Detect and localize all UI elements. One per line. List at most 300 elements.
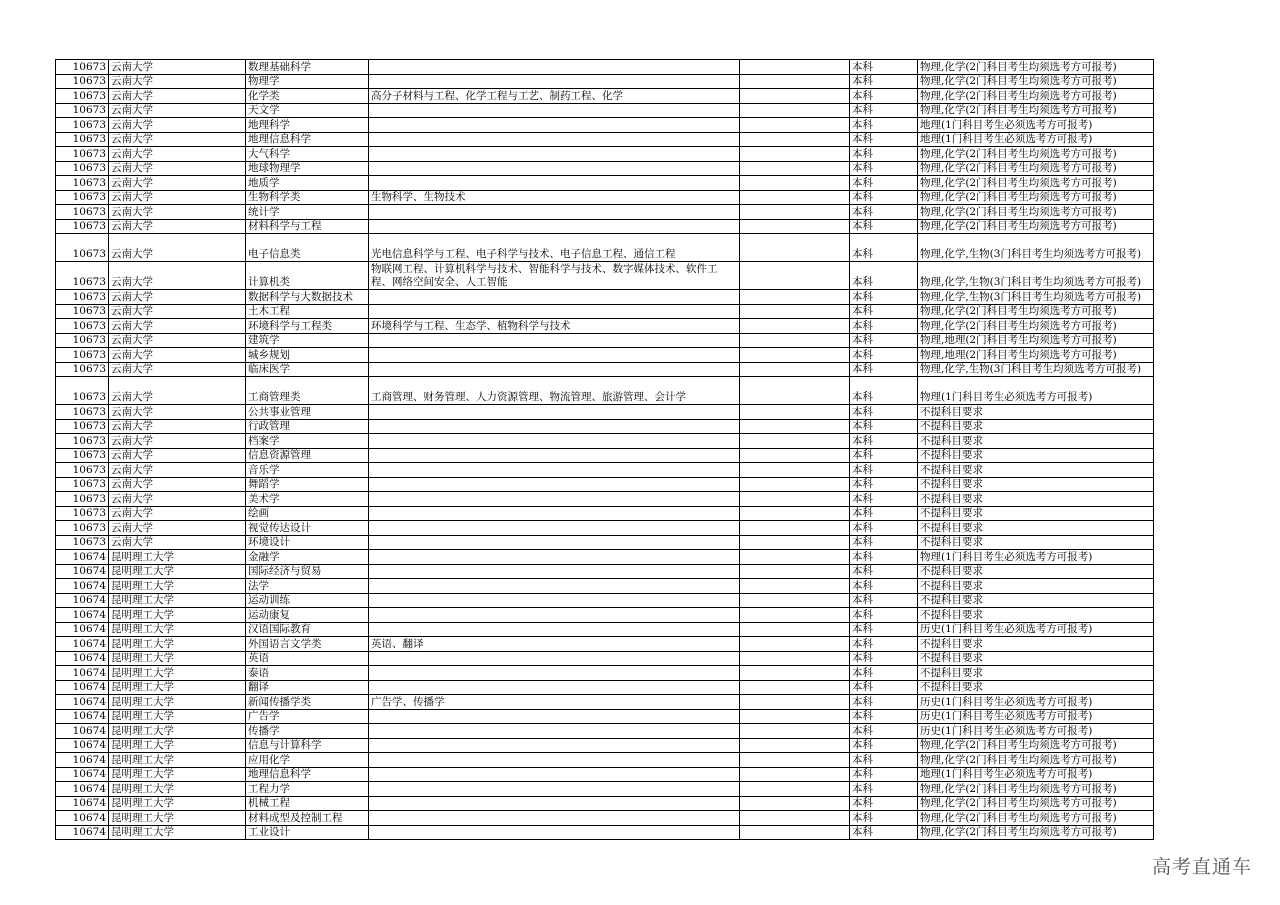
subject-requirement-cell: 不提科目要求 [918, 448, 1154, 463]
included-majors-cell [369, 564, 740, 579]
level-cell: 本科 [850, 132, 918, 147]
table-row [56, 434, 1154, 449]
blank-cell [740, 535, 850, 550]
subject-requirement-cell: 物理,化学(2门科目考生均须选考方可报考) [918, 74, 1154, 89]
table-row [56, 825, 1154, 840]
major-name-cell: 工商管理类 [246, 377, 369, 405]
included-majors-cell [369, 796, 740, 811]
level-cell: 本科 [850, 608, 918, 623]
table-row [56, 477, 1154, 492]
table-row [56, 118, 1154, 133]
major-name-cell: 城乡规划 [246, 348, 369, 363]
blank-cell [740, 637, 850, 652]
school-code-cell: 10673 [56, 118, 109, 133]
included-majors-cell [369, 492, 740, 507]
subject-requirement-cell: 物理,化学(2门科目考生均须选考方可报考) [918, 319, 1154, 334]
included-majors-cell [369, 782, 740, 797]
subject-requirement-cell: 物理(1门科目考生必须选考方可报考) [918, 550, 1154, 565]
school-code-cell: 10673 [56, 60, 109, 75]
subject-requirement-cell: 物理,化学(2门科目考生均须选考方可报考) [918, 782, 1154, 797]
blank-cell [740, 564, 850, 579]
major-name-cell: 运动康复 [246, 608, 369, 623]
table-row [56, 796, 1154, 811]
blank-cell [740, 579, 850, 594]
table-row [56, 176, 1154, 191]
subject-requirement-cell: 物理,化学(2门科目考生均须选考方可报考) [918, 103, 1154, 118]
table-row [56, 377, 1154, 405]
major-name-cell: 化学类 [246, 89, 369, 104]
level-cell: 本科 [850, 738, 918, 753]
included-majors-cell [369, 405, 740, 420]
school-name-cell: 昆明理工大学 [109, 622, 246, 637]
school-name-cell: 昆明理工大学 [109, 767, 246, 782]
major-name-cell: 泰语 [246, 666, 369, 681]
school-name-cell: 云南大学 [109, 319, 246, 334]
level-cell: 本科 [850, 477, 918, 492]
level-cell: 本科 [850, 304, 918, 319]
school-code-cell: 10674 [56, 753, 109, 768]
included-majors-cell [369, 118, 740, 133]
school-name-cell: 云南大学 [109, 463, 246, 478]
school-name-cell: 云南大学 [109, 434, 246, 449]
subject-requirement-cell: 不提科目要求 [918, 564, 1154, 579]
major-name-cell: 大气科学 [246, 147, 369, 162]
table-row [56, 550, 1154, 565]
blank-cell [740, 463, 850, 478]
major-name-cell: 行政管理 [246, 419, 369, 434]
included-majors-cell [369, 448, 740, 463]
major-name-cell: 建筑学 [246, 333, 369, 348]
major-name-cell: 材料科学与工程 [246, 219, 369, 234]
school-code-cell: 10674 [56, 593, 109, 608]
level-cell: 本科 [850, 564, 918, 579]
subject-requirement-cell: 不提科目要求 [918, 463, 1154, 478]
table-row [56, 290, 1154, 305]
subject-requirement-cell: 物理,化学(2门科目考生均须选考方可报考) [918, 60, 1154, 75]
school-code-cell: 10673 [56, 205, 109, 220]
table-row [56, 492, 1154, 507]
included-majors-cell [369, 651, 740, 666]
school-name-cell: 昆明理工大学 [109, 796, 246, 811]
school-code-cell: 10673 [56, 506, 109, 521]
school-name-cell: 昆明理工大学 [109, 666, 246, 681]
level-cell: 本科 [850, 506, 918, 521]
blank-cell [740, 362, 850, 377]
school-name-cell: 昆明理工大学 [109, 593, 246, 608]
major-name-cell: 地质学 [246, 176, 369, 191]
school-name-cell: 云南大学 [109, 448, 246, 463]
school-name-cell: 云南大学 [109, 362, 246, 377]
level-cell: 本科 [850, 348, 918, 363]
level-cell: 本科 [850, 535, 918, 550]
subject-requirement-cell: 物理,化学(2门科目考生均须选考方可报考) [918, 89, 1154, 104]
watermark: 高考直通车 [1151, 856, 1252, 878]
blank-cell [740, 234, 850, 262]
included-majors-cell [369, 463, 740, 478]
major-name-cell: 音乐学 [246, 463, 369, 478]
school-code-cell: 10673 [56, 147, 109, 162]
included-majors-cell [369, 535, 740, 550]
included-majors-cell [369, 506, 740, 521]
level-cell: 本科 [850, 405, 918, 420]
included-majors-cell: 英语、翻译 [369, 637, 740, 652]
blank-cell [740, 262, 850, 290]
level-cell: 本科 [850, 579, 918, 594]
table-row [56, 319, 1154, 334]
level-cell: 本科 [850, 147, 918, 162]
included-majors-cell [369, 304, 740, 319]
blank-cell [740, 348, 850, 363]
included-majors-cell [369, 767, 740, 782]
school-name-cell: 云南大学 [109, 521, 246, 536]
blank-cell [740, 118, 850, 133]
blank-cell [740, 811, 850, 826]
subject-requirement-cell: 不提科目要求 [918, 593, 1154, 608]
table-row [56, 405, 1154, 420]
included-majors-cell [369, 753, 740, 768]
school-name-cell: 云南大学 [109, 219, 246, 234]
major-name-cell: 工程力学 [246, 782, 369, 797]
major-name-cell: 英语 [246, 651, 369, 666]
major-name-cell: 舞蹈学 [246, 477, 369, 492]
subject-requirement-cell: 物理,化学(2门科目考生均须选考方可报考) [918, 811, 1154, 826]
major-name-cell: 汉语国际教育 [246, 622, 369, 637]
table-row [56, 506, 1154, 521]
blank-cell [740, 304, 850, 319]
included-majors-cell [369, 333, 740, 348]
blank-cell [740, 622, 850, 637]
level-cell: 本科 [850, 234, 918, 262]
major-name-cell: 数理基础科学 [246, 60, 369, 75]
level-cell: 本科 [850, 521, 918, 536]
included-majors-cell [369, 219, 740, 234]
school-code-cell: 10674 [56, 782, 109, 797]
school-code-cell: 10673 [56, 535, 109, 550]
subject-requirement-cell: 物理,地理(2门科目考生均须选考方可报考) [918, 333, 1154, 348]
school-name-cell: 云南大学 [109, 205, 246, 220]
subject-requirement-cell: 不提科目要求 [918, 434, 1154, 449]
level-cell: 本科 [850, 651, 918, 666]
table-row [56, 362, 1154, 377]
major-name-cell: 公共事业管理 [246, 405, 369, 420]
table-row [56, 190, 1154, 205]
school-name-cell: 云南大学 [109, 377, 246, 405]
level-cell: 本科 [850, 782, 918, 797]
included-majors-cell [369, 738, 740, 753]
blank-cell [740, 147, 850, 162]
subject-requirement-cell: 地理(1门科目考生必须选考方可报考) [918, 767, 1154, 782]
major-name-cell: 环境设计 [246, 535, 369, 550]
table-row [56, 709, 1154, 724]
school-code-cell: 10673 [56, 234, 109, 262]
table-row [56, 147, 1154, 162]
subject-requirement-cell: 物理,化学(2门科目考生均须选考方可报考) [918, 738, 1154, 753]
school-name-cell: 云南大学 [109, 74, 246, 89]
major-name-cell: 运动训练 [246, 593, 369, 608]
school-name-cell: 云南大学 [109, 506, 246, 521]
table-row [56, 348, 1154, 363]
school-name-cell: 昆明理工大学 [109, 753, 246, 768]
subject-requirement-cell: 不提科目要求 [918, 637, 1154, 652]
subject-requirement-cell: 物理(1门科目考生必须选考方可报考) [918, 377, 1154, 405]
subject-requirement-cell: 不提科目要求 [918, 666, 1154, 681]
major-name-cell: 临床医学 [246, 362, 369, 377]
blank-cell [740, 608, 850, 623]
blank-cell [740, 377, 850, 405]
major-name-cell: 材料成型及控制工程 [246, 811, 369, 826]
included-majors-cell [369, 709, 740, 724]
school-name-cell: 云南大学 [109, 89, 246, 104]
subject-requirement-cell: 历史(1门科目考生必须选考方可报考) [918, 622, 1154, 637]
included-majors-cell [369, 579, 740, 594]
school-code-cell: 10674 [56, 796, 109, 811]
major-name-cell: 国际经济与贸易 [246, 564, 369, 579]
school-name-cell: 云南大学 [109, 132, 246, 147]
table-row [56, 89, 1154, 104]
subject-requirement-cell: 物理,化学(2门科目考生均须选考方可报考) [918, 176, 1154, 191]
table-row [56, 463, 1154, 478]
table-row [56, 535, 1154, 550]
blank-cell [740, 319, 850, 334]
major-name-cell: 金融学 [246, 550, 369, 565]
blank-cell [740, 74, 850, 89]
included-majors-cell: 高分子材料与工程、化学工程与工艺、制药工程、化学 [369, 89, 740, 104]
school-code-cell: 10673 [56, 405, 109, 420]
included-majors-cell: 生物科学、生物技术 [369, 190, 740, 205]
school-code-cell: 10673 [56, 463, 109, 478]
table-row [56, 811, 1154, 826]
school-name-cell: 云南大学 [109, 161, 246, 176]
level-cell: 本科 [850, 492, 918, 507]
table-row [56, 304, 1154, 319]
major-name-cell: 物理学 [246, 74, 369, 89]
major-name-cell: 统计学 [246, 205, 369, 220]
level-cell: 本科 [850, 219, 918, 234]
school-name-cell: 昆明理工大学 [109, 550, 246, 565]
level-cell: 本科 [850, 419, 918, 434]
level-cell: 本科 [850, 825, 918, 840]
school-code-cell: 10673 [56, 434, 109, 449]
level-cell: 本科 [850, 724, 918, 739]
major-name-cell: 天文学 [246, 103, 369, 118]
major-name-cell: 电子信息类 [246, 234, 369, 262]
subject-requirement-cell: 物理,化学,生物(3门科目考生均须选考方可报考) [918, 362, 1154, 377]
subject-requirement-cell: 物理,化学(2门科目考生均须选考方可报考) [918, 825, 1154, 840]
school-code-cell: 10673 [56, 419, 109, 434]
school-code-cell: 10674 [56, 825, 109, 840]
table-row [56, 74, 1154, 89]
school-code-cell: 10674 [56, 637, 109, 652]
included-majors-cell: 物联网工程、计算机科学与技术、智能科学与技术、数字媒体技术、软件工程、网络空间安全、人工智能 [369, 262, 740, 290]
level-cell: 本科 [850, 319, 918, 334]
subject-requirement-cell: 历史(1门科目考生必须选考方可报考) [918, 695, 1154, 710]
blank-cell [740, 782, 850, 797]
major-name-cell: 地理信息科学 [246, 767, 369, 782]
level-cell: 本科 [850, 161, 918, 176]
major-name-cell: 视觉传达设计 [246, 521, 369, 536]
school-code-cell: 10673 [56, 290, 109, 305]
school-code-cell: 10674 [56, 738, 109, 753]
school-name-cell: 云南大学 [109, 477, 246, 492]
major-name-cell: 绘画 [246, 506, 369, 521]
table-row [56, 637, 1154, 652]
subject-requirement-cell: 物理,化学,生物(3门科目考生均须选考方可报考) [918, 262, 1154, 290]
table-row [56, 651, 1154, 666]
blank-cell [740, 333, 850, 348]
school-code-cell: 10674 [56, 695, 109, 710]
subject-requirement-cell: 不提科目要求 [918, 405, 1154, 420]
level-cell: 本科 [850, 753, 918, 768]
included-majors-cell: 光电信息科学与工程、电子科学与技术、电子信息工程、通信工程 [369, 234, 740, 262]
included-majors-cell [369, 811, 740, 826]
included-majors-cell [369, 434, 740, 449]
included-majors-cell [369, 477, 740, 492]
included-majors-cell [369, 724, 740, 739]
school-name-cell: 云南大学 [109, 348, 246, 363]
level-cell: 本科 [850, 695, 918, 710]
included-majors-cell [369, 825, 740, 840]
school-code-cell: 10674 [56, 811, 109, 826]
blank-cell [740, 753, 850, 768]
level-cell: 本科 [850, 176, 918, 191]
school-name-cell: 昆明理工大学 [109, 680, 246, 695]
subject-requirement-cell: 地理(1门科目考生必须选考方可报考) [918, 118, 1154, 133]
subject-requirement-cell: 物理,化学(2门科目考生均须选考方可报考) [918, 190, 1154, 205]
table-row [56, 161, 1154, 176]
school-code-cell: 10673 [56, 161, 109, 176]
table-row [56, 695, 1154, 710]
blank-cell [740, 477, 850, 492]
school-code-cell: 10674 [56, 622, 109, 637]
major-name-cell: 翻译 [246, 680, 369, 695]
table-row [56, 579, 1154, 594]
subject-requirement-cell: 不提科目要求 [918, 608, 1154, 623]
school-name-cell: 云南大学 [109, 60, 246, 75]
level-cell: 本科 [850, 463, 918, 478]
table-row [56, 234, 1154, 262]
school-name-cell: 云南大学 [109, 103, 246, 118]
included-majors-cell [369, 290, 740, 305]
included-majors-cell [369, 680, 740, 695]
blank-cell [740, 521, 850, 536]
school-name-cell: 云南大学 [109, 234, 246, 262]
major-name-cell: 传播学 [246, 724, 369, 739]
table-row [56, 564, 1154, 579]
table-row [56, 622, 1154, 637]
included-majors-cell [369, 622, 740, 637]
school-name-cell: 昆明理工大学 [109, 724, 246, 739]
school-name-cell: 昆明理工大学 [109, 782, 246, 797]
school-code-cell: 10673 [56, 362, 109, 377]
subject-requirement-cell: 不提科目要求 [918, 651, 1154, 666]
school-name-cell: 昆明理工大学 [109, 651, 246, 666]
table-row [56, 60, 1154, 75]
blank-cell [740, 651, 850, 666]
major-name-cell: 地理信息科学 [246, 132, 369, 147]
table-row [56, 593, 1154, 608]
table-row [56, 521, 1154, 536]
table-row [56, 767, 1154, 782]
school-name-cell: 云南大学 [109, 290, 246, 305]
included-majors-cell [369, 666, 740, 681]
included-majors-cell [369, 550, 740, 565]
school-name-cell: 昆明理工大学 [109, 608, 246, 623]
level-cell: 本科 [850, 767, 918, 782]
blank-cell [740, 405, 850, 420]
included-majors-cell [369, 176, 740, 191]
blank-cell [740, 161, 850, 176]
subject-requirement-cell: 物理,化学(2门科目考生均须选考方可报考) [918, 147, 1154, 162]
table-body [56, 60, 1154, 840]
table-row [56, 419, 1154, 434]
table-row [56, 738, 1154, 753]
school-code-cell: 10673 [56, 377, 109, 405]
major-name-cell: 法学 [246, 579, 369, 594]
major-name-cell: 新闻传播学类 [246, 695, 369, 710]
included-majors-cell [369, 419, 740, 434]
included-majors-cell [369, 103, 740, 118]
table-row [56, 448, 1154, 463]
blank-cell [740, 219, 850, 234]
subject-requirement-cell: 物理,化学(2门科目考生均须选考方可报考) [918, 796, 1154, 811]
admission-table [55, 59, 1154, 840]
table-row [56, 782, 1154, 797]
subject-requirement-cell: 物理,化学(2门科目考生均须选考方可报考) [918, 161, 1154, 176]
school-code-cell: 10673 [56, 448, 109, 463]
blank-cell [740, 176, 850, 191]
blank-cell [740, 103, 850, 118]
table-row [56, 205, 1154, 220]
major-name-cell: 土木工程 [246, 304, 369, 319]
level-cell: 本科 [850, 290, 918, 305]
blank-cell [740, 738, 850, 753]
major-name-cell: 档案学 [246, 434, 369, 449]
blank-cell [740, 709, 850, 724]
major-name-cell: 地球物理学 [246, 161, 369, 176]
included-majors-cell [369, 608, 740, 623]
included-majors-cell [369, 521, 740, 536]
major-name-cell: 广告学 [246, 709, 369, 724]
blank-cell [740, 506, 850, 521]
blank-cell [740, 89, 850, 104]
table-row [56, 753, 1154, 768]
level-cell: 本科 [850, 118, 918, 133]
school-name-cell: 昆明理工大学 [109, 579, 246, 594]
included-majors-cell [369, 362, 740, 377]
major-name-cell: 应用化学 [246, 753, 369, 768]
blank-cell [740, 492, 850, 507]
subject-requirement-cell: 物理,地理(2门科目考生均须选考方可报考) [918, 348, 1154, 363]
included-majors-cell [369, 593, 740, 608]
school-name-cell: 昆明理工大学 [109, 811, 246, 826]
subject-requirement-cell: 物理,化学(2门科目考生均须选考方可报考) [918, 219, 1154, 234]
school-name-cell: 云南大学 [109, 419, 246, 434]
level-cell: 本科 [850, 709, 918, 724]
school-code-cell: 10673 [56, 492, 109, 507]
blank-cell [740, 695, 850, 710]
major-name-cell: 生物科学类 [246, 190, 369, 205]
school-name-cell: 昆明理工大学 [109, 709, 246, 724]
school-name-cell: 云南大学 [109, 190, 246, 205]
blank-cell [740, 448, 850, 463]
school-code-cell: 10674 [56, 564, 109, 579]
school-name-cell: 云南大学 [109, 492, 246, 507]
major-name-cell: 信息与计算科学 [246, 738, 369, 753]
school-code-cell: 10673 [56, 477, 109, 492]
school-code-cell: 10674 [56, 550, 109, 565]
subject-requirement-cell: 物理,化学,生物(3门科目考生均须选考方可报考) [918, 290, 1154, 305]
school-code-cell: 10673 [56, 304, 109, 319]
